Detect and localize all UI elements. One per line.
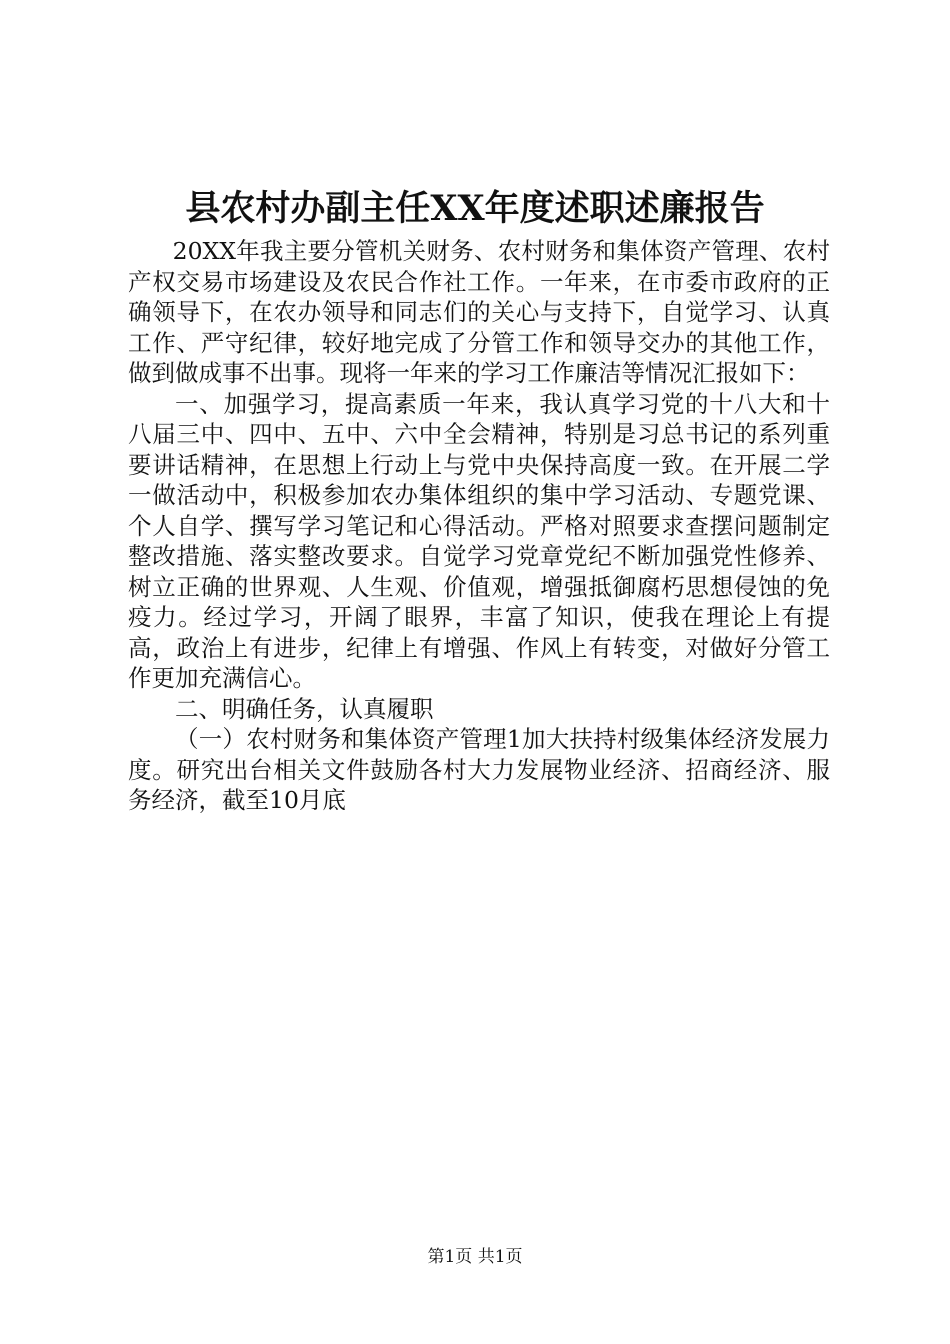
paragraph-intro: 20XX年我主要分管机关财务、农村财务和集体资产管理、农村产权交易市场建设及农民合作社工作。一年来，在市委市政府的正确领导下，在农办领导和同志们的关心与支持下，自觉学习、认真工作、严守纪律，较好地完成了分管工作和领导交办的其他工作，做到做成事不出事。现将一年来的学习工作廉洁等情况汇报如下： <box>128 237 830 387</box>
paragraph-subsection-1: （一）农村财务和集体资产管理1加大扶持村级集体经济发展力度。研究出台相关文件鼓励各村大力发展物业经济、招商经济、服务经济，截至10月底 <box>128 725 830 814</box>
paragraph-section-2-heading: 二、明确任务，认真履职 <box>175 694 434 723</box>
paragraph-section-1: 一、加强学习，提高素质一年来，我认真学习党的十八大和十八届三中、四中、五中、六中全会精神，特别是习总书记的系列重要讲话精神，在思想上行动上与党中央保持高度一致。在开展二学一做活动中，积极参加农办集体组织的集中学习活动、专题党课、个人自学、撰写学习笔记和心得活动。严格对照要求查摆问题制定整改措施、落实整改要求。自觉学习党章党纪不断加强党性修养、树立正确的世界观、人生观、价值观，增强抵御腐朽思想侵蚀的免疫力。经过学习，开阔了眼界，丰富了知识，使我在理论上有提高，政治上有进步，纪律上有增强、作风上有转变，对做好分管工作更加充满信心。 <box>128 389 830 692</box>
page-footer: 第1页 共1页 <box>427 1247 523 1267</box>
document-body <box>128 236 830 816</box>
document-title: 县农村办副主任XX年度述职述廉报告 <box>185 188 765 229</box>
